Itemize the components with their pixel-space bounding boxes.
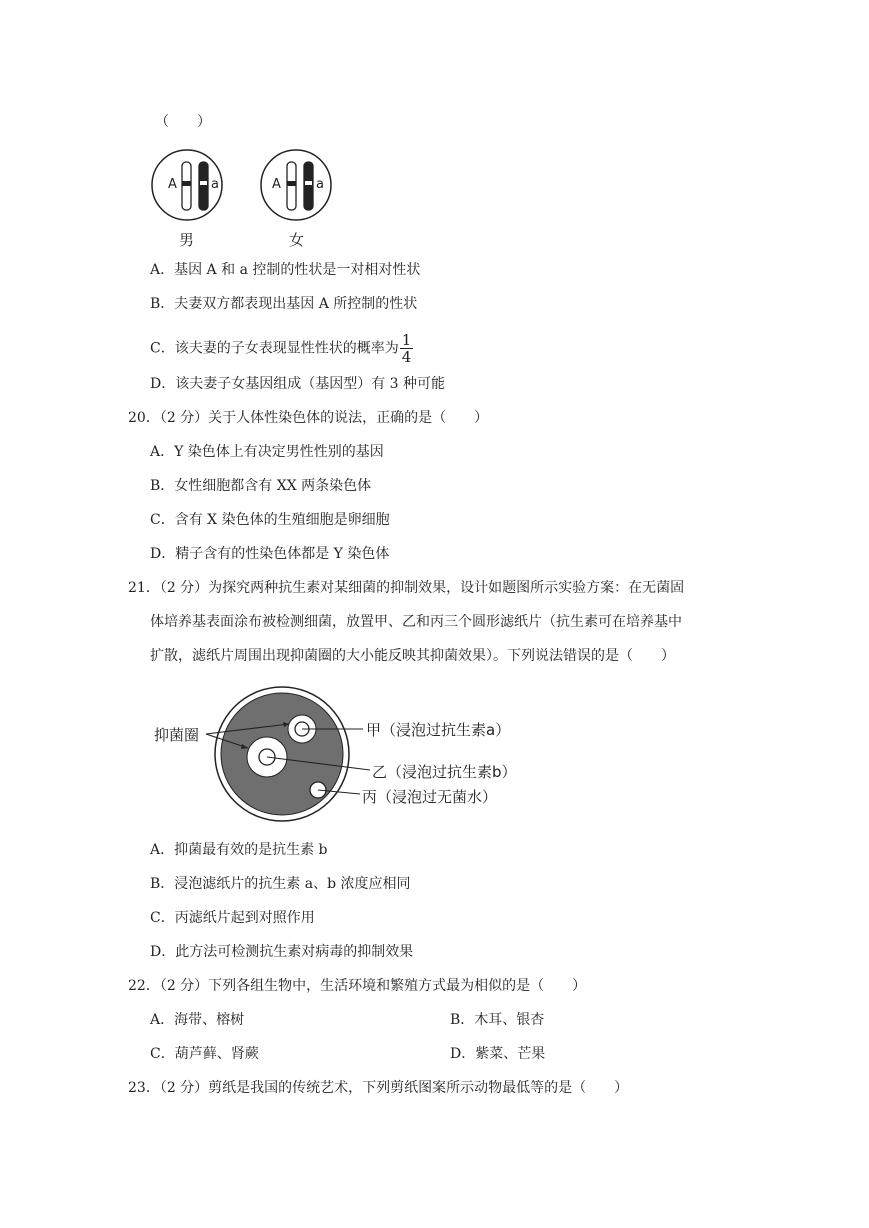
- q21-option-b: B．浸泡滤纸片的抗生素 a、b 浓度应相同: [150, 876, 411, 892]
- q21-option-c: C．丙滤纸片起到对照作用: [150, 910, 315, 926]
- q23-stem: 23．（2 分）剪纸是我国的传统艺术，下列剪纸图案所示动物最低等的是（ ）: [128, 1080, 629, 1096]
- q22-option-a: A．海带、榕树: [150, 1012, 245, 1028]
- q21-stem-line3: 扩散，滤纸片周围出现抑菌圈的大小能反映其抑菌效果）。下列说法错误的是（ ）: [150, 648, 675, 664]
- q22-option-c: C．葫芦藓、肾蕨: [150, 1046, 259, 1062]
- q19-answer-paren: （ ）: [155, 114, 211, 130]
- q20-stem: 20．（2 分）关于人体性染色体的说法，正确的是（ ）: [128, 410, 489, 426]
- q22-option-d: D．紫菜、芒果: [450, 1046, 546, 1062]
- label-jia: 甲（浸泡过抗生素a）: [366, 721, 511, 739]
- fraction: [400, 332, 414, 365]
- q22-stem: 22．（2 分）下列各组生物中，生活环境和繁殖方式最为相似的是（ ）: [128, 978, 587, 994]
- q19-option-b: B．夫妻双方都表现出基因 A 所控制的性状: [150, 296, 418, 312]
- inhibition-zone-label: 抑菌圈: [154, 726, 200, 744]
- q21-option-a: A．抑菌最有效的是抗生素 b: [150, 842, 328, 858]
- female-label: 女: [289, 231, 305, 249]
- female-allele-A: A: [272, 177, 281, 192]
- q19-option-a: A．基因 A 和 a 控制的性状是一对相对性状: [150, 262, 421, 278]
- q21-stem-line1: 21．（2 分）为探究两种抗生素对某细菌的抑制效果，设计如题图所示实验方案：在无菌固: [128, 580, 685, 596]
- q21-option-d: D．此方法可检测抗生素对病毒的抑制效果: [150, 944, 414, 960]
- fraction-denominator: 4: [401, 348, 412, 366]
- female-allele-a: a: [316, 177, 324, 192]
- q20-option-b: B．女性细胞都含有 XX 两条染色体: [150, 478, 372, 494]
- q20-option-d: D．精子含有的性染色体都是 Y 染色体: [150, 546, 390, 562]
- q21-petri-dish-figure: [150, 684, 530, 824]
- male-allele-a: a: [211, 177, 219, 192]
- fraction-numerator: 1: [401, 331, 412, 349]
- q22-option-b: B．木耳、银杏: [450, 1012, 545, 1028]
- q20-option-c: C．含有 X 染色体的生殖细胞是卵细胞: [150, 512, 390, 528]
- q19-chromosome-figure: [150, 140, 350, 252]
- q19-option-c-text: C．该夫妻的子女表现显性性状的概率为: [150, 340, 399, 357]
- male-allele-A: A: [168, 177, 177, 192]
- q19-option-c: [150, 332, 413, 365]
- label-yi: 乙（浸泡过抗生素b）: [372, 763, 517, 781]
- female-cell: [261, 150, 331, 249]
- q21-stem-line2: 体培养基表面涂布被检测细菌，放置甲、乙和丙三个圆形滤纸片（抗生素可在培养基中: [150, 614, 682, 630]
- male-label: 男: [179, 231, 195, 249]
- q20-option-a: A．Y 染色体上有决定男性性别的基因: [150, 444, 384, 460]
- q19-option-d: D．该夫妻子女基因组成（基因型）有 3 种可能: [150, 376, 446, 392]
- male-cell: [152, 150, 222, 249]
- label-bing: 丙（浸泡过无菌水）: [362, 788, 498, 806]
